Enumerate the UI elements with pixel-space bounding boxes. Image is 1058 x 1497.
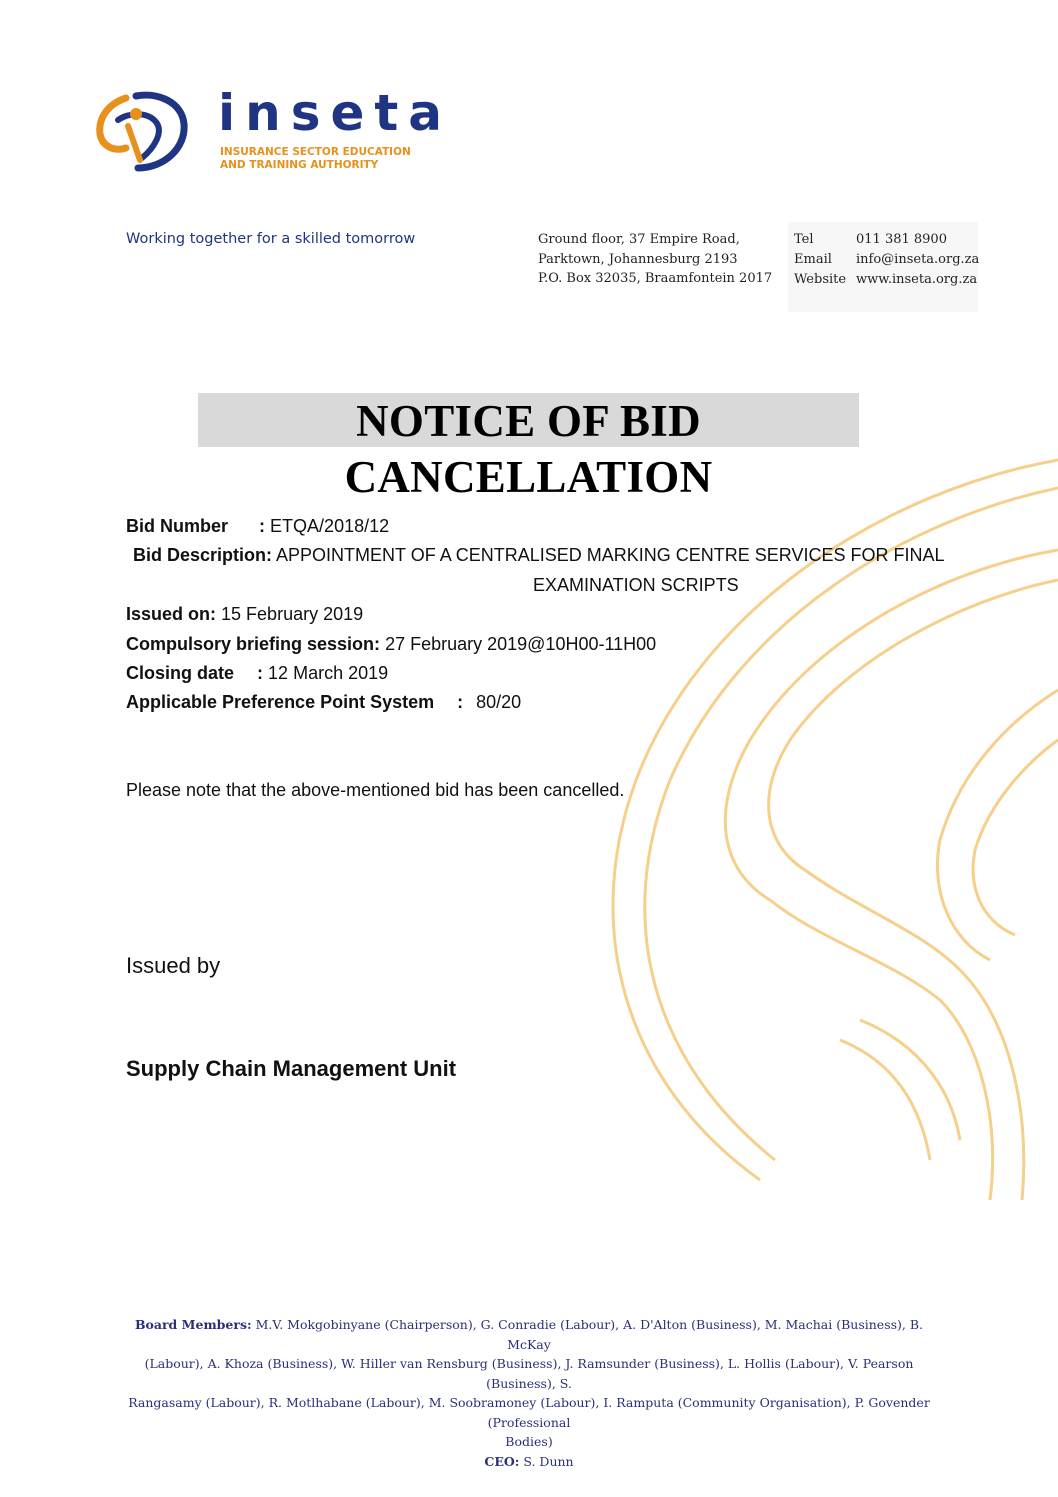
bid-description-value-line1: APPOINTMENT OF A CENTRALISED MARKING CENTRE SERVICES FOR FINAL [276,545,945,565]
tel-value: 011 381 8900 [856,232,947,247]
inseta-logo-icon [96,90,188,172]
briefing-value: 27 February 2019@10H00-11H00 [385,634,657,654]
page-title: NOTICE OF BID CANCELLATION [198,393,859,447]
website-value[interactable]: www.inseta.org.za [856,272,978,287]
bid-number-row [126,515,389,537]
ceo-label: CEO: [484,1453,520,1469]
preference-value: 80/20 [476,692,522,712]
bid-description-value-line2: EXAMINATION SCRIPTS [533,575,739,595]
preference-row [126,691,521,713]
issued-on-row [126,603,363,625]
board-line4: Bodies) [505,1434,553,1449]
logo-subtitle [220,146,411,172]
briefing-row [126,633,656,655]
bid-description-label: Bid Description: [133,545,273,565]
cancellation-note: Please note that the above-mentioned bid has been cancelled. [126,780,625,800]
footer-board-members [120,1315,938,1471]
bid-number-value: ETQA/2018/12 [270,516,390,536]
ceo-value: S. Dunn [523,1453,574,1469]
issued-by-label: Issued by [126,953,221,978]
bid-description-row [133,544,944,566]
closing-date-label: Closing date [126,663,235,683]
website-label: Website [794,272,847,287]
email-label: Email [794,252,832,267]
issued-on-value: 15 February 2019 [221,604,364,624]
address-block [538,230,772,289]
closing-date-row [126,662,388,684]
address-line3: P.O. Box 32035, Braamfontein 2017 [538,271,773,286]
tel-label: Tel [794,232,814,247]
logo-wordmark: inseta [218,84,453,142]
address-line2: Parktown, Johannesburg 2193 [538,251,738,267]
contact-block [788,222,978,312]
preference-label: Applicable Preference Point System [126,692,435,712]
email-value[interactable]: info@inseta.org.za [856,252,980,267]
address-line1: Ground floor, 37 Empire Road, [538,232,740,247]
preference-separator: : [457,692,464,712]
briefing-label: Compulsory briefing session: [126,634,381,654]
closing-date-separator: : [257,663,264,683]
board-line1-text: M.V. Mokgobinyane (Chairperson), G. Conradie (Labour), A. D'Alton (Business), M. Machai (Business), B. McKay [255,1317,924,1352]
tagline: Working together for a skilled tomorrow [126,231,416,247]
closing-date-value: 12 March 2019 [268,663,389,683]
board-line2: (Labour), A. Khoza (Business), W. Hiller van Rensburg (Business), J. Ramsunder (Business), L. Hollis (Labour), V. Pearson (Business), S. [144,1356,914,1391]
board-line3: Rangasamy (Labour), R. Motlhabane (Labour), M. Soobramoney (Labour), I. Ramputa (Community Organisation), P. Govender (Professional [128,1395,930,1430]
logo-subtitle-line1: INSURANCE SECTOR EDUCATION [220,146,411,158]
bid-number-separator: : [259,516,266,536]
bid-number-label: Bid Number [126,516,229,536]
logo-subtitle-line2: AND TRAINING AUTHORITY [220,159,379,171]
ceo-line [120,1452,938,1472]
issuing-unit: Supply Chain Management Unit [126,1056,457,1081]
board-line1 [120,1315,938,1354]
issued-on-label: Issued on: [126,604,217,624]
board-label: Board Members: [134,1317,252,1332]
